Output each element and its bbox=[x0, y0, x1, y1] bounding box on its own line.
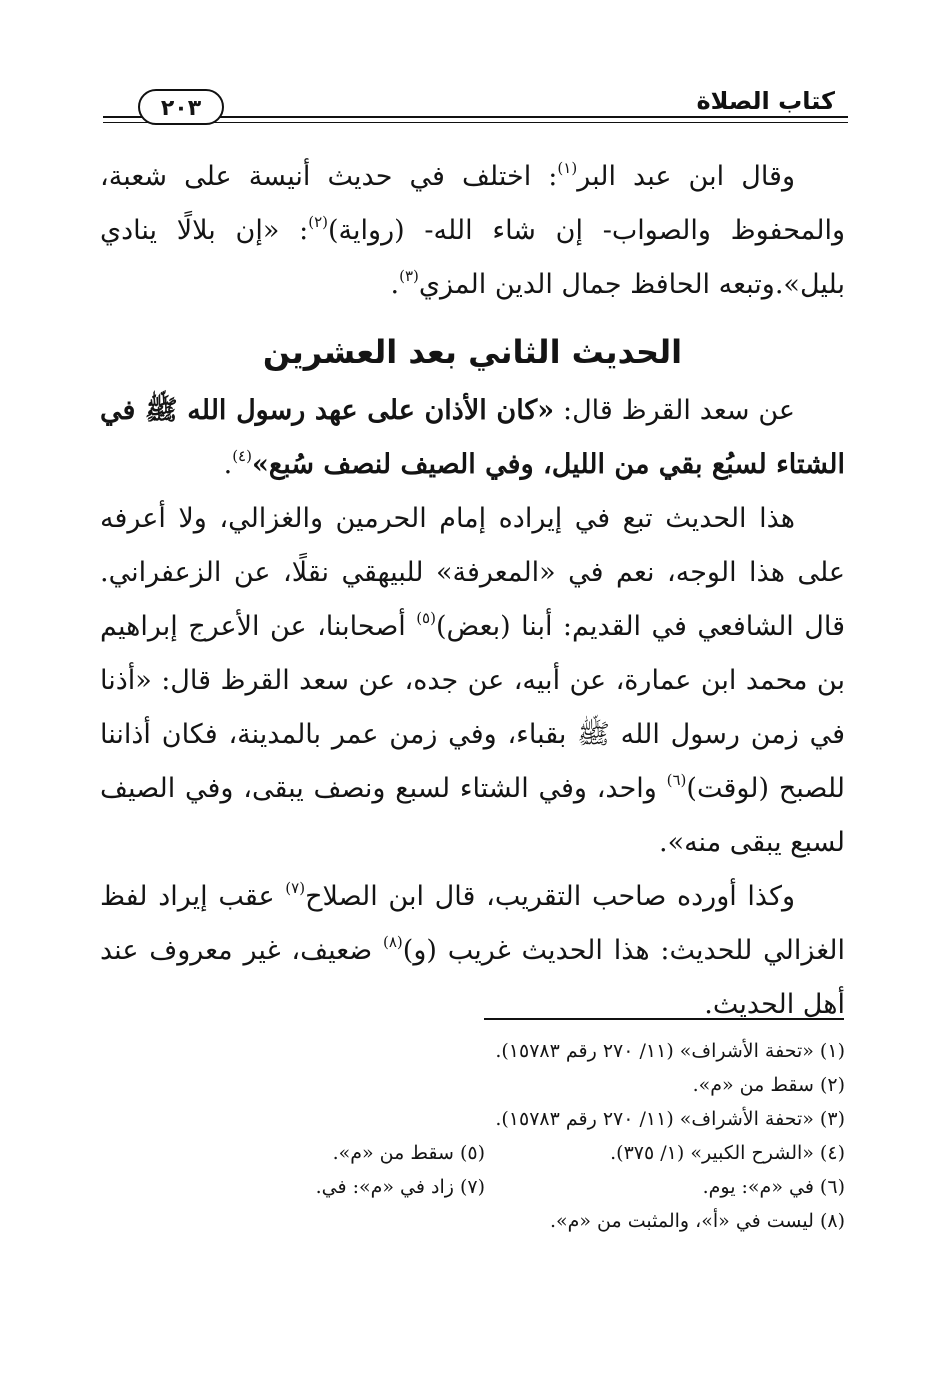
paragraph-commentary: هذا الحديث تبع في إيراده إمام الحرمين والغزالي، ولا أعرفه على هذا الوجه، نعم في «المعرفة» للبيهقي نقلًا، عن الزعفراني. قال الشافعي في القديم: أبنا (بعض)$^{(٥)}$ أصحابنا، عن الأعرج إبراهيم بن محمد ابن عمارة، عن أبيه، عن جده، عن سعد القرظ قال: «أذنا في زمن رسول الله ﷺ بقباء، وفي زمن عمر بالمدينة، فكان أذاننا للصبح (لوقت)$^{(٦)}$ واحد، وفي الشتاء لسبع ونصف يبقى، وفي الصيف لسبع يبقى منه». bbox=[100, 503, 845, 858]
page-number: ٢٠٣ bbox=[138, 89, 224, 125]
paragraph-ibn-al-salah: وكذا أورده صاحب التقريب، قال ابن الصلاح$^{(٧)}$ عقب إيراد لفظ الغزالي للحديث: هذا الحديث غريب (و)$^{(٨)}$ ضعيف، غير معروف عند أهل الحديث. bbox=[100, 879, 845, 1020]
footnote-7: (٧) زاد في «م»: في. bbox=[315, 1176, 485, 1198]
paragraph-hadith: عن سعد القرظ قال: «كان الأذان على عهد رسول الله ﷺ في الشتاء لسبُع بقي من الليل، وفي الصيف لنصف سُبع»$^{(٤)}$. bbox=[100, 395, 845, 480]
footnote-5: (٥) سقط من «م». bbox=[332, 1142, 485, 1164]
footnote-ref-2: (٢) bbox=[308, 213, 328, 231]
footnotes bbox=[100, 1034, 845, 1238]
footnote-separator bbox=[484, 1018, 844, 1020]
footnote-6: (٦) في «م»: يوم. bbox=[702, 1176, 845, 1198]
running-header-title: كتاب الصلاة bbox=[696, 87, 835, 115]
footnote-ref-6: (٦) bbox=[666, 771, 687, 789]
footnote-8: (٨) ليست في «أ»، والمثبت من «م». bbox=[549, 1210, 845, 1232]
footnote-ref-1: (١) bbox=[557, 159, 578, 177]
paragraph-ibn-abd-al-barr: وقال ابن عبد البر$^{(١)}$: اختلف في حديث أنيسة على شعبة، والمحفوظ والصواب- إن شاء الله- (رواية)$^{(٢)}$: «إن بلالًا ينادي بليل».وتبعه الحافظ جمال الدين المزي$^{(٣)}$. bbox=[100, 159, 845, 300]
footnote-2: (٢) سقط من «م». bbox=[692, 1074, 845, 1096]
footnote-ref-3: (٣) bbox=[399, 267, 419, 285]
footnote-ref-8: (٨) bbox=[383, 933, 403, 951]
footnote-4: (٤) «الشرح الكبير» (١/ ٣٧٥). bbox=[610, 1142, 845, 1164]
main-text bbox=[100, 150, 845, 1032]
footnote-3: (٣) «تحفة الأشراف» (١١/ ٢٧٠ رقم ١٥٧٨٣). bbox=[495, 1108, 845, 1130]
footnote-row-4-5 bbox=[100, 1136, 845, 1170]
footnote-ref-5: (٥) bbox=[416, 609, 436, 627]
footnote-row-6-7 bbox=[100, 1170, 845, 1204]
hadith-text: «كان الأذان على عهد رسول الله ﷺ في الشتاء لسبُع بقي من الليل، وفي الصيف لنصف سُبع» bbox=[100, 395, 845, 480]
footnote-1: (١) «تحفة الأشراف» (١١/ ٢٧٠ رقم ١٥٧٨٣). bbox=[495, 1040, 845, 1062]
section-heading: الحديث الثاني بعد العشرين bbox=[262, 333, 683, 371]
footnote-ref-4: (٤) bbox=[232, 447, 252, 465]
footnote-ref-7: (٧) bbox=[285, 879, 306, 897]
